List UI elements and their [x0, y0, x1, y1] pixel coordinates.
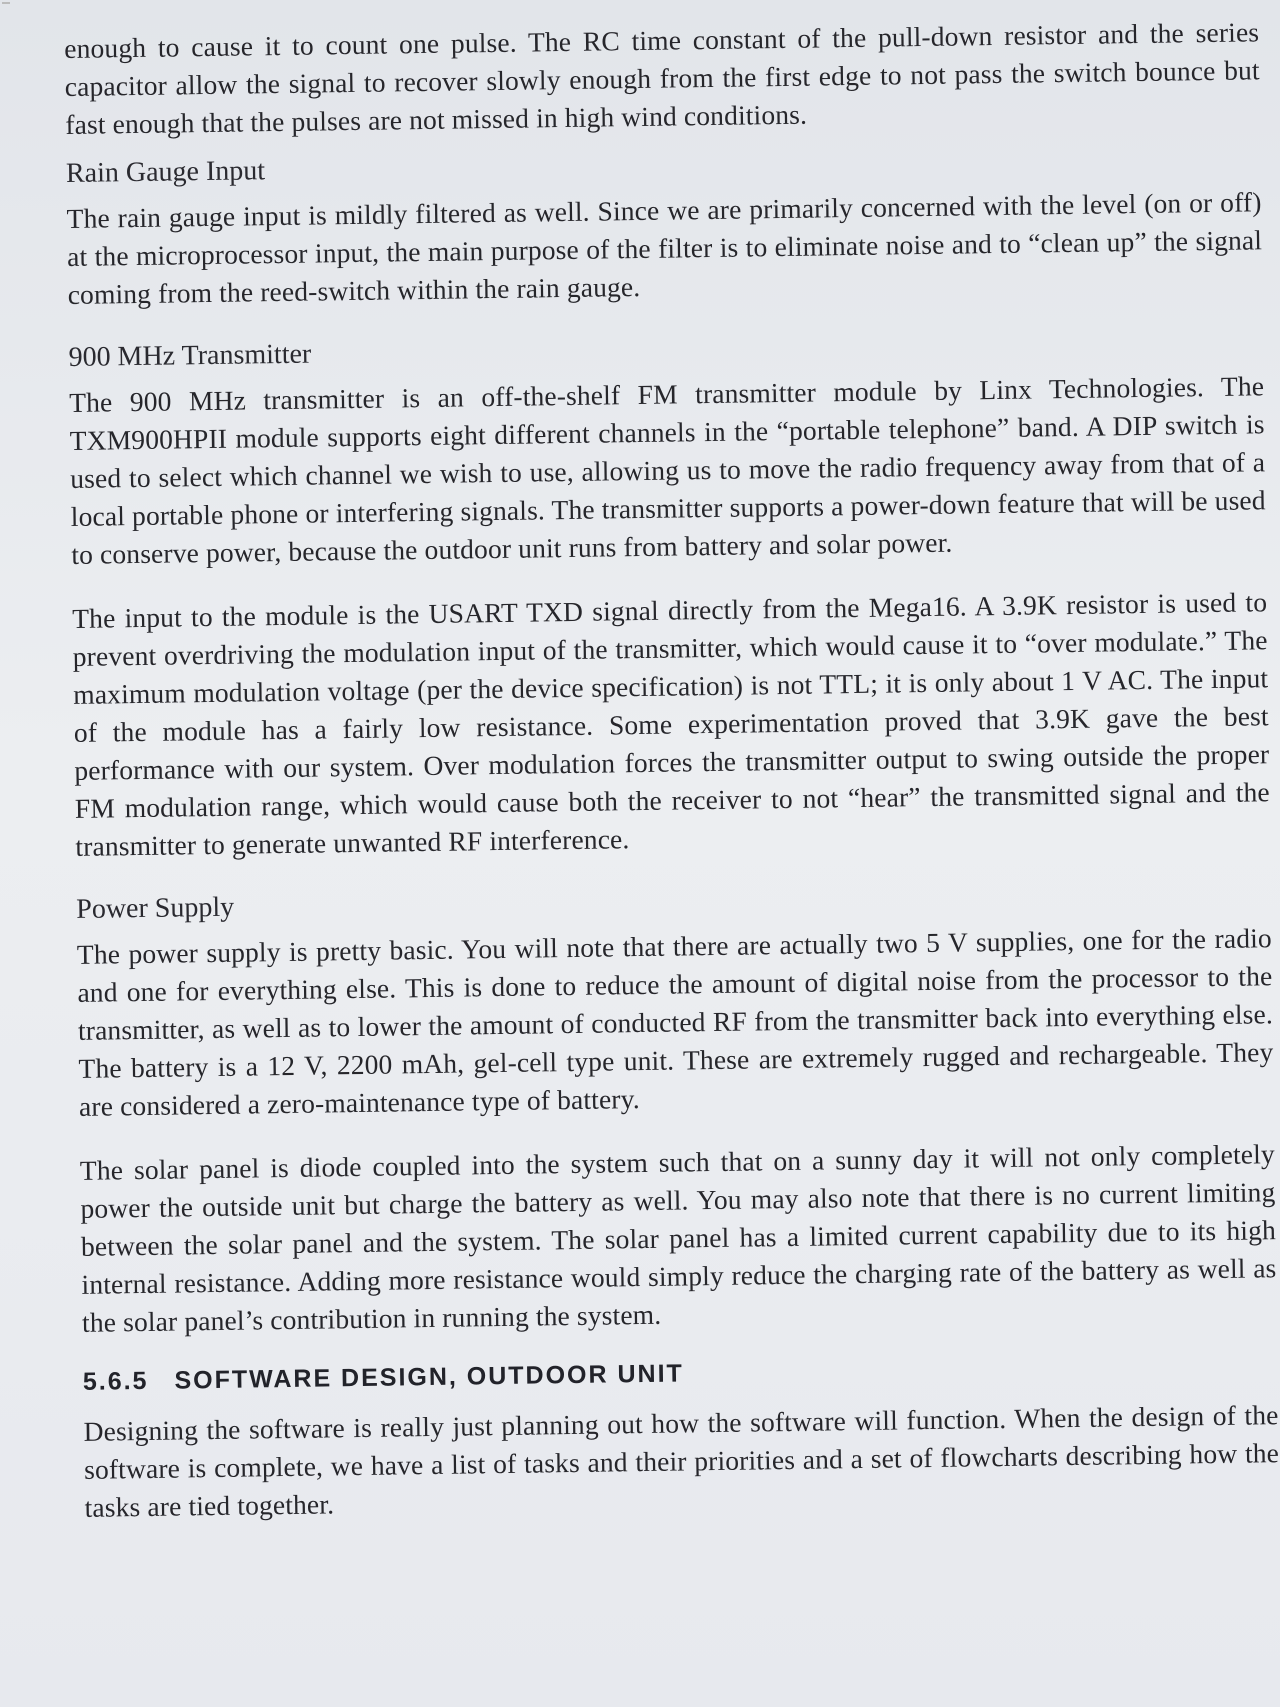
- software-design-paragraph: Designing the software is really just planning out how the software will function. When the design of the software is complete, we have a list of tasks and their priorities and a set of flowcharts describing how the tasks are tied together.: [83, 1399, 1280, 1523]
- text-column: [64, 13, 1280, 1553]
- rain-gauge-heading: Rain Gauge Input: [65, 155, 266, 189]
- power-supply-heading: Power Supply: [76, 891, 235, 925]
- power-supply-paragraph-1: The power supply is pretty basic. You will note that there are actually two 5 V supplies, one for the radio and one for everything else. This is done to reduce the amount of digital noise from the processor to the transmitter, as well as to lower the amount of conducted RF from the transmitter back into everything else. The battery is a 12 V, 2200 mAh, gel-cell type unit. These are extremely rugged and rechargeable. They are considered a zero-maintenance type of battery.: [76, 922, 1274, 1122]
- section-heading: [83, 1351, 1278, 1397]
- transmitter-heading: 900 MHz Transmitter: [68, 338, 312, 373]
- section-number: 5.6.5: [82, 1366, 149, 1396]
- paragraph-continuation: enough to cause it to count one pulse. The RC time constant of the pull-down resistor and the series capacitor allow the signal to recover slowly enough from the first edge to not pass the switch bounce but fast enough that the pulses are not missed in high wind conditions.: [64, 16, 1260, 140]
- transmitter-paragraph-2: The input to the module is the USART TXD signal directly from the Mega16. A 3.9K resistor is used to prevent overdriving the modulation input of the transmitter, which would cause it to “over modulate.” The maximum modulation voltage (per the device specification) is not TTL; it is only about 1 V AC. The input of the module has a fairly low resistance. Some experimentation proved that 3.9K gave the best performance with our system. Over modulation forces the transmitter output to swing outside the proper FM modulation range, which would cause both the receiver to not “hear” the transmitted signal and the transmitter to generate unwanted RF interference.: [72, 586, 1270, 862]
- section-title: SOFTWARE DESIGN, OUTDOOR UNIT: [174, 1359, 685, 1395]
- transmitter-paragraph-1: The 900 MHz transmitter is an off-the-shelf FM transmitter module by Linx Technologies. The TXM900HPII module supports eight different channels in the “portable telephone” band. A DIP switch is used to select which channel we wish to use, allowing us to move the radio frequency away from that of a local portable phone or interfering signals. The transmitter supports a power-down feature that will be used to conserve power, because the outdoor unit runs from battery and solar power.: [68, 370, 1266, 570]
- rain-gauge-paragraph: The rain gauge input is mildly filtered as well. Since we are primarily concerned with the level (on or off) at the microprocessor input, the main purpose of the filter is to eliminate noise and to “clean up” the signal coming from the reed-switch within the rain gauge.: [66, 186, 1263, 310]
- corner-label: [2, 2, 10, 4]
- power-supply-paragraph-2: The solar panel is diode coupled into the system such that on a sunny day it will not only completely power the outside unit but charge the battery as well. You may also note that there is no current limiting between the solar panel and the system. The solar panel has a limited current capability due to its high internal resistance. Adding more resistance would simply reduce the charging rate of the battery as well as the solar panel’s contribution in running the system.: [79, 1138, 1277, 1338]
